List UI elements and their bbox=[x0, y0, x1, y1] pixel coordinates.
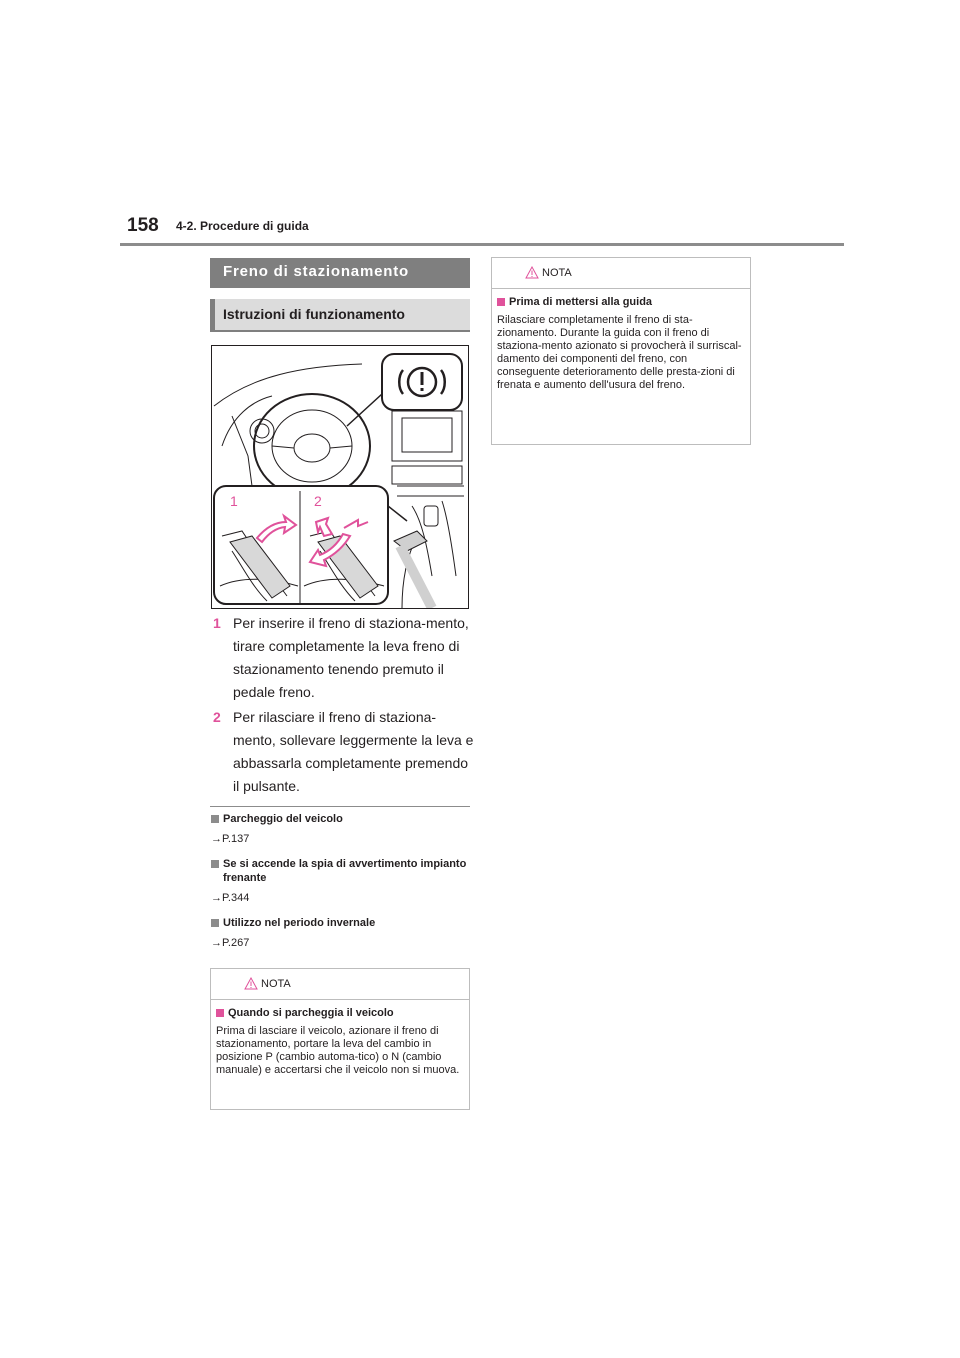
page-reference-link[interactable]: →P.137 bbox=[211, 833, 250, 845]
header-rule bbox=[120, 243, 844, 246]
section-divider bbox=[210, 806, 470, 807]
warning-triangle-icon bbox=[244, 977, 258, 990]
bullet-square-icon bbox=[211, 919, 219, 927]
steps-list bbox=[213, 612, 475, 800]
nota-text: Rilasciare completamente il freno di sta-zionamento. Durante la guida con il freno di staziona-mento azionato si provocherà il surriscal-damento dei componenti del freno, con conseguente deterioramento delle presta-zioni di frenata e aumento dell'usura del freno. bbox=[497, 314, 742, 391]
illustration-drawing bbox=[212, 346, 468, 608]
note-title: Se si accende la spia di avvertimento impianto frenante bbox=[211, 857, 473, 885]
step-item bbox=[213, 612, 475, 704]
step-number: 2 bbox=[213, 709, 221, 725]
nota-label: NOTA bbox=[542, 267, 572, 279]
nota-text: Prima di lasciare il veicolo, azionare il freno di stazionamento, portare la leva del cambio in posizione P (cambio automa-tico) o N (cambio manuale) e accertarsi che il veicolo non si muova. bbox=[216, 1025, 460, 1076]
bullet-square-icon bbox=[216, 1009, 224, 1017]
page-reference-link[interactable]: →P.344 bbox=[211, 892, 250, 904]
nota-title: Quando si parcheggia il veicolo bbox=[216, 1006, 464, 1020]
page-reference-link[interactable]: →P.267 bbox=[211, 937, 250, 949]
figure-label-2: 2 bbox=[314, 493, 322, 509]
parking-brake-illustration bbox=[211, 345, 469, 609]
warning-triangle-icon bbox=[525, 266, 539, 279]
title-bar bbox=[210, 258, 470, 288]
section-title: 4-2. Procedure di guida bbox=[176, 219, 309, 233]
nota-title: Prima di mettersi alla guida bbox=[497, 295, 745, 309]
step-item bbox=[213, 706, 475, 798]
note-title: Parcheggio del veicolo bbox=[211, 812, 473, 826]
nota-header bbox=[492, 258, 750, 289]
step-text: Per rilasciare il freno di staziona-mento, sollevare leggermente la leva e abbassarla completamente premendo il pulsante. bbox=[233, 709, 474, 794]
bullet-square-icon bbox=[497, 298, 505, 306]
page-subtitle: Istruzioni di funzionamento bbox=[223, 306, 405, 322]
nota-box-driving bbox=[491, 257, 751, 445]
nota-box-parking bbox=[210, 968, 470, 1110]
page-title: Freno di stazionamento bbox=[223, 263, 409, 280]
page-number: 158 bbox=[127, 215, 159, 236]
note-title: Utilizzo nel periodo invernale bbox=[211, 916, 473, 930]
notes-list bbox=[211, 812, 473, 961]
step-number: 1 bbox=[213, 615, 221, 631]
subtitle-bar bbox=[210, 299, 470, 332]
figure-label-1: 1 bbox=[230, 493, 238, 509]
bullet-square-icon bbox=[211, 815, 219, 823]
step-text: Per inserire il freno di staziona-mento, tirare completamente la leva freno di stazionamento tenendo premuto il pedale freno. bbox=[233, 615, 469, 700]
nota-header bbox=[211, 969, 469, 1000]
bullet-square-icon bbox=[211, 860, 219, 868]
nota-label: NOTA bbox=[261, 978, 291, 990]
